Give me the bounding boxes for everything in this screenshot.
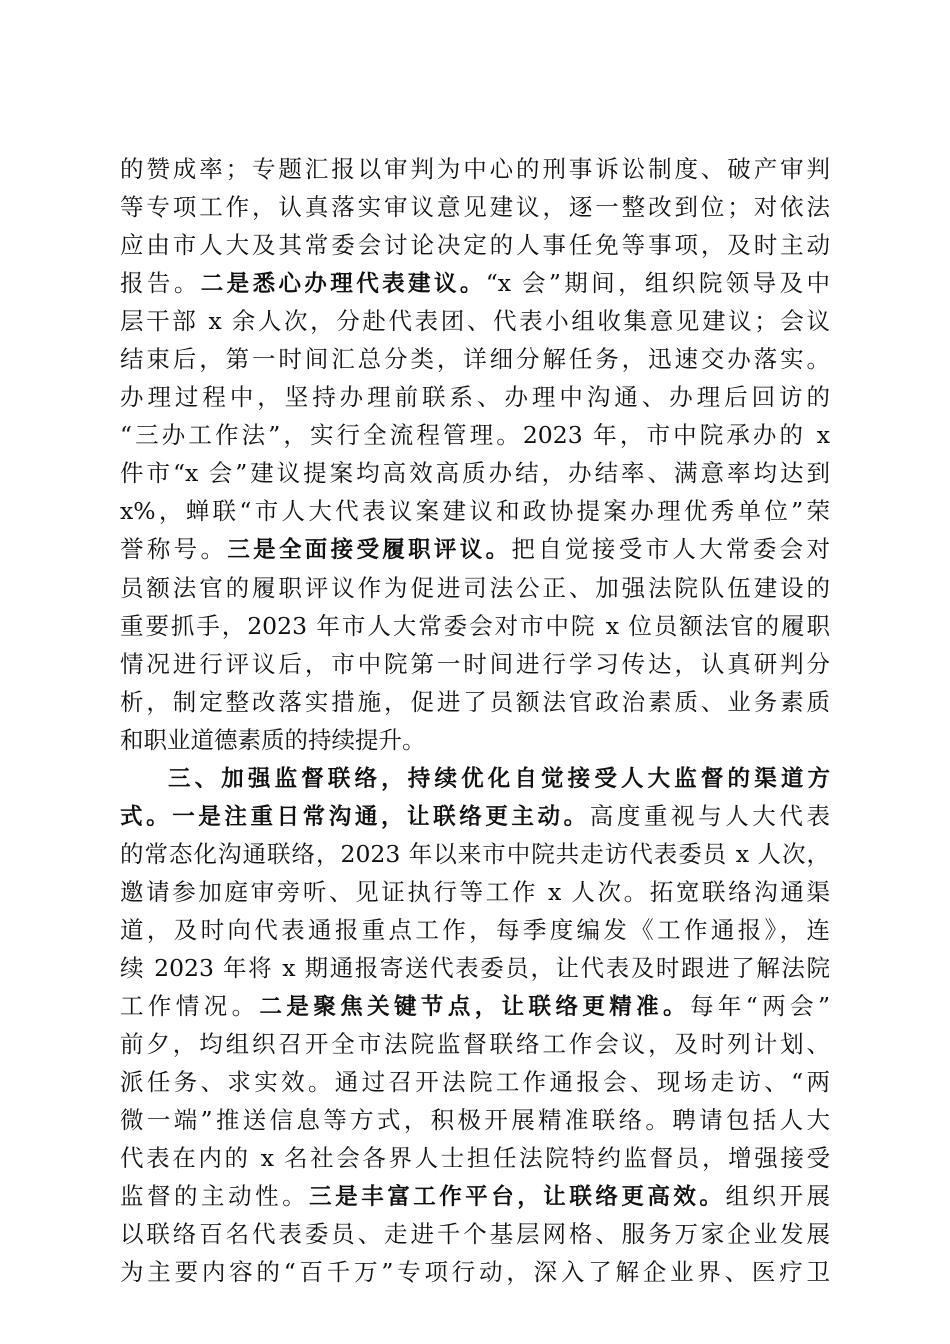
text-line: [120, 1063, 830, 1101]
line-text: 派任务、求实效。通过召开法院工作通报会、现场走访、“两: [120, 1068, 830, 1097]
line-text: 誉称号。: [120, 535, 228, 564]
line-text: 件市“x 会”建议提案均高效高质办结，办结率、满意率均达到: [120, 459, 830, 488]
bold-heading: 三是全面接受履职评议。: [227, 537, 512, 564]
line-text: 应由市人大及其常委会讨论决定的人事任免等事项，及时主动: [120, 231, 830, 260]
line-text: 代表在内的 x 名社会各界人士担任法院特约监督员，增强接受: [120, 1144, 830, 1173]
text-line: [120, 1215, 830, 1253]
line-text: 和职业道德素质的持续提升。: [120, 725, 426, 754]
text-line: [120, 1177, 830, 1215]
line-text: 高度重视与人大代表: [589, 801, 830, 830]
text-line: [120, 645, 830, 683]
line-text: 结束后，第一时间汇总分类，详细分解任务，迅速交办落实。: [120, 345, 830, 374]
bold-heading: 二是聚焦关键节点，让联络更精准。: [259, 994, 690, 1021]
line-text: 邀请参加庭审旁听、见证执行等工作 x 人次。拓宽联络沟通渠: [120, 877, 830, 906]
line-text: 办理过程中，坚持办理前联系、办理中沟通、办理后回访的: [120, 383, 830, 412]
text-line: [120, 264, 830, 302]
line-text: 的常态化沟通联络，2023 年以来市中院共走访代表委员 x 人次，: [120, 839, 830, 868]
text-line: [120, 911, 830, 949]
text-line: [120, 454, 830, 492]
line-text: 为主要内容的“百千万”专项行动，深入了解企业界、医疗卫: [120, 1258, 830, 1287]
line-text: 组织开展: [725, 1182, 831, 1211]
line-text: 工作情况。: [120, 992, 260, 1021]
line-text: 每年“两会”: [689, 992, 830, 1021]
line-text: 把自觉接受市人大常委会对: [511, 535, 830, 564]
text-line: [120, 150, 830, 188]
bold-heading: 式。一是注重日常沟通，让联络更主动。: [120, 803, 590, 830]
text-line: [120, 1025, 830, 1063]
line-text: 的赞成率；专题汇报以审判为中心的刑事诉讼制度、破产审判: [120, 155, 830, 183]
line-text: 以联络百名代表委员、走进千个基层网格、服务万家企业发展: [120, 1220, 830, 1249]
line-text: 重要抓手，2023 年市人大常委会对市中院 x 位员额法官的履职: [120, 611, 830, 640]
line-text: 微一端”推送信息等方式，积极开展精准联络。聘请包括人大: [120, 1106, 830, 1135]
line-text: 情况进行评议后，市中院第一时间进行学习传达，认真研判分: [120, 649, 830, 678]
line-text: “三办工作法”，实行全流程管理。2023 年，市中院承办的 x: [120, 421, 830, 450]
line-text: 员额法官的履职评议作为促进司法公正、加强法院队伍建设的: [120, 573, 830, 602]
line-text: 等专项工作，认真落实审议意见建议，逐一整改到位；对依法: [120, 193, 830, 222]
line-text: 监督的主动性。: [120, 1182, 310, 1211]
section-heading: 三、加强监督联络，持续优化自觉接受人大监督的渠道方: [168, 765, 830, 792]
text-line: [120, 683, 830, 721]
text-line: [120, 569, 830, 607]
text-line: [120, 721, 830, 759]
text-line: [120, 1253, 830, 1291]
bold-heading: 二是悉心办理代表建议。: [200, 271, 486, 298]
text-line: [120, 188, 830, 226]
line-text: 前夕，均组织召开全市法院监督联络工作会议，及时列计划、: [120, 1030, 830, 1059]
line-text: x%，蝉联“市人大代表议案建议和政协提案办理优秀单位”荣: [120, 497, 830, 526]
text-line: [120, 492, 830, 530]
document-body: [120, 150, 830, 1291]
line-text: 道，及时向代表通报重点工作，每季度编发《工作通报》，连: [120, 915, 830, 944]
line-text: 续 2023 年将 x 期通报寄送代表委员，让代表及时跟进了解法院: [120, 953, 830, 982]
text-line: [120, 987, 830, 1025]
text-line: [120, 340, 830, 378]
text-line: [120, 378, 830, 416]
text-line: [120, 797, 830, 835]
text-line: [120, 759, 830, 797]
text-line: [120, 835, 830, 873]
line-text: 析，制定整改落实措施，促进了员额法官政治素质、业务素质: [120, 687, 830, 716]
text-line: [120, 226, 830, 264]
text-line: [120, 302, 830, 340]
line-text: “x 会”期间，组织院领导及中: [485, 269, 830, 298]
text-line: [120, 416, 830, 454]
line-text: 层干部 x 余人次，分赴代表团、代表小组收集意见建议；会议: [120, 307, 830, 336]
text-line: [120, 1101, 830, 1139]
text-line: [120, 873, 830, 911]
text-line: [120, 607, 830, 645]
line-text: 报告。: [120, 269, 201, 298]
text-line: [120, 1139, 830, 1177]
bold-heading: 三是丰富工作平台，让联络更高效。: [309, 1184, 726, 1211]
text-line: [120, 949, 830, 987]
text-line: [120, 530, 830, 568]
